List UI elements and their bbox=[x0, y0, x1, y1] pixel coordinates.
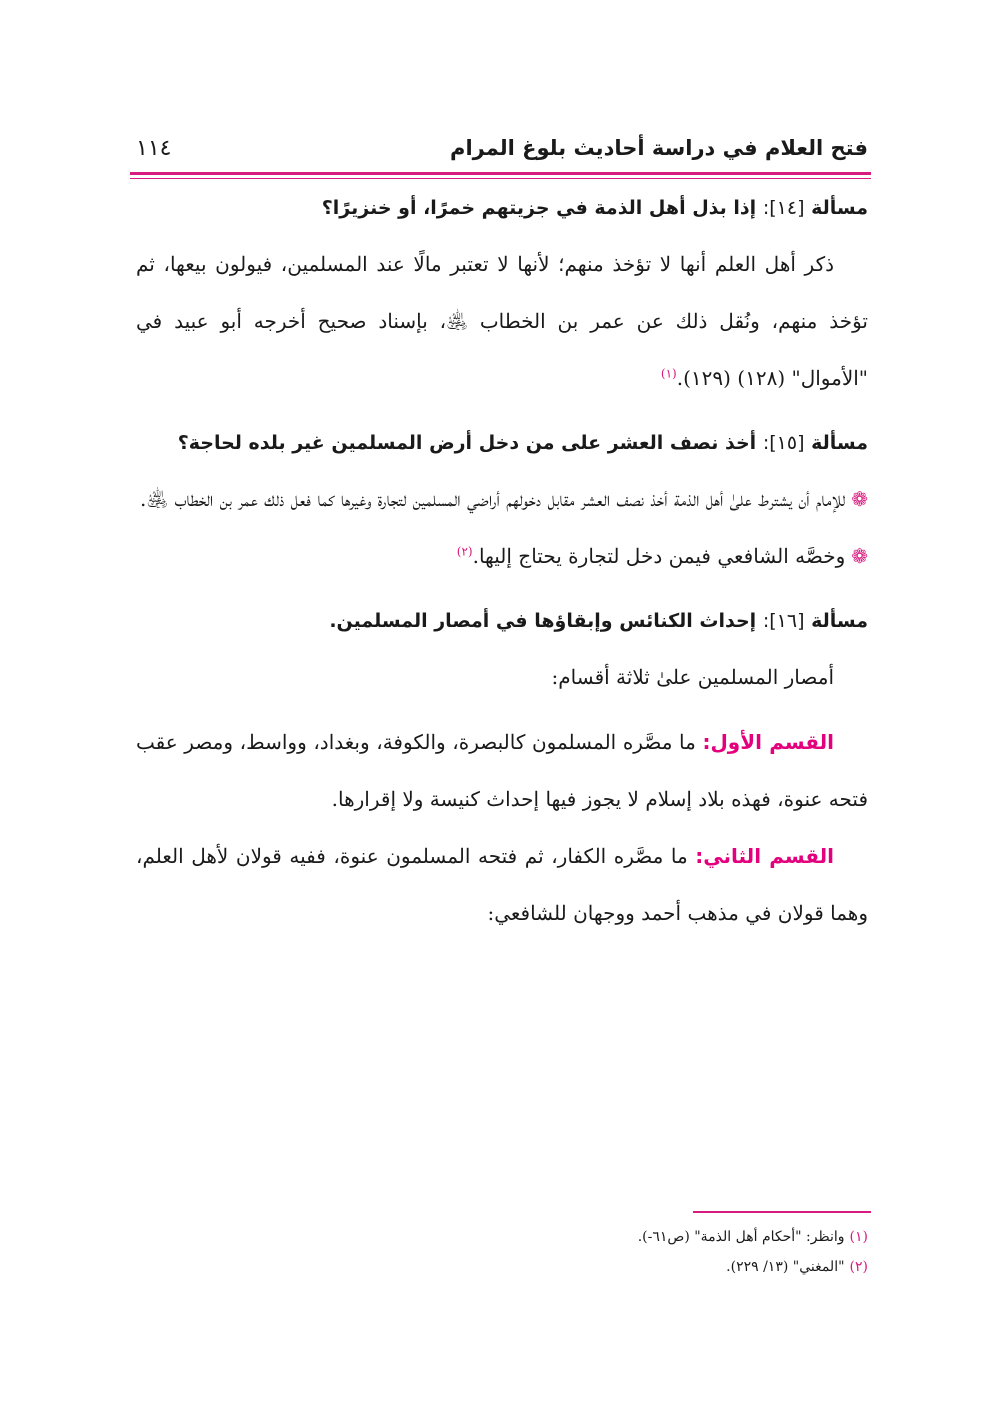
issue-number: [١٦]: bbox=[762, 610, 805, 632]
footnote-ref: (١) bbox=[660, 366, 677, 381]
footnote-text: "المغني" (١٣/ ٢٢٩). bbox=[726, 1259, 845, 1275]
page-number: ١١٤ bbox=[136, 135, 172, 161]
running-title: فتح العلام في دراسة أحاديث بلوغ المرام bbox=[450, 136, 868, 160]
footnote-divider bbox=[693, 1211, 871, 1213]
bullet-item bbox=[136, 528, 868, 585]
paragraph-intro: أمصار المسلمين علىٰ ثلاثة أقسام: bbox=[551, 665, 834, 689]
issue-heading-15 bbox=[136, 415, 868, 471]
footnotes bbox=[136, 1222, 868, 1282]
footnote-text: وانظر: "أحكام أهل الذمة" (ص٦١-). bbox=[637, 1229, 845, 1245]
issue-title: إذا بذل أهل الذمة في جزيتهم خمرًا، أو خنزيرًا؟ bbox=[321, 197, 757, 219]
page-header bbox=[136, 128, 868, 168]
header-rule-thin bbox=[130, 178, 871, 179]
issue-number: [١٥]: bbox=[762, 432, 805, 454]
section-label: القسم الأول: bbox=[702, 730, 834, 754]
section-second bbox=[136, 828, 868, 942]
flower-bullet-icon: ❁ bbox=[851, 544, 868, 568]
issue-heading-16 bbox=[136, 593, 868, 649]
issue-title: أخذ نصف العشر على من دخل أرض المسلمين غير بلده لحاجة؟ bbox=[177, 432, 757, 454]
section-text: ما مصَّره المسلمون كالبصرة، والكوفة، وبغداد، وواسط، ومصر عقب فتحه عنوة، فهذه بلاد إسلام لا يجوز فيها إحداث كنيسة ولا إقرارها. bbox=[136, 730, 868, 811]
bullet-text: وخصَّه الشافعي فيمن دخل لتجارة يحتاج إليها. bbox=[472, 544, 846, 568]
footnote-ref: (٢) bbox=[456, 544, 473, 559]
main-content bbox=[136, 180, 868, 942]
footnote bbox=[136, 1222, 868, 1252]
section-first bbox=[136, 714, 868, 828]
footnote bbox=[136, 1252, 868, 1282]
issue-label: مسألة bbox=[811, 197, 868, 219]
bullet-item bbox=[136, 471, 868, 528]
issue-title: إحداث الكنائس وإبقاؤها في أمصار المسلمين. bbox=[329, 610, 757, 632]
footnote-number: (١) bbox=[849, 1229, 868, 1245]
issue-heading-14 bbox=[136, 180, 868, 236]
issue-number: [١٤]: bbox=[762, 197, 805, 219]
paragraph-text: ذكر أهل العلم أنها لا تؤخذ منهم؛ لأنها لا تعتبر مالًا عند المسلمين، فيولون بيعها، ثم تؤخذ منهم، ونُقل ذلك عن عمر بن الخطاب ﵁، بإسناد صحيح أخرجه أبو عبيد في "الأموال" (١٢٨) (١٢٩). bbox=[136, 252, 868, 390]
issue-label: مسألة bbox=[811, 610, 868, 632]
flower-bullet-icon: ❁ bbox=[851, 487, 868, 511]
paragraph-issue-14 bbox=[136, 236, 868, 407]
bullet-text: للإمام أن يشترط علىٰ أهل الذمة أخذ نصف العشر مقابل دخولهم أراضي المسلمين لتجارة وغيرها كما فعل ذلك عمر بن الخطاب ﵁. bbox=[140, 487, 846, 511]
footnote-number: (٢) bbox=[849, 1259, 868, 1275]
header-rule-thick bbox=[130, 172, 871, 175]
issue-label: مسألة bbox=[811, 432, 868, 454]
section-label: القسم الثاني: bbox=[695, 844, 834, 868]
section-text: ما مصَّره الكفار، ثم فتحه المسلمون عنوة، ففيه قولان لأهل العلم، وهما قولان في مذهب أحمد ووجهان للشافعي: bbox=[136, 844, 868, 925]
